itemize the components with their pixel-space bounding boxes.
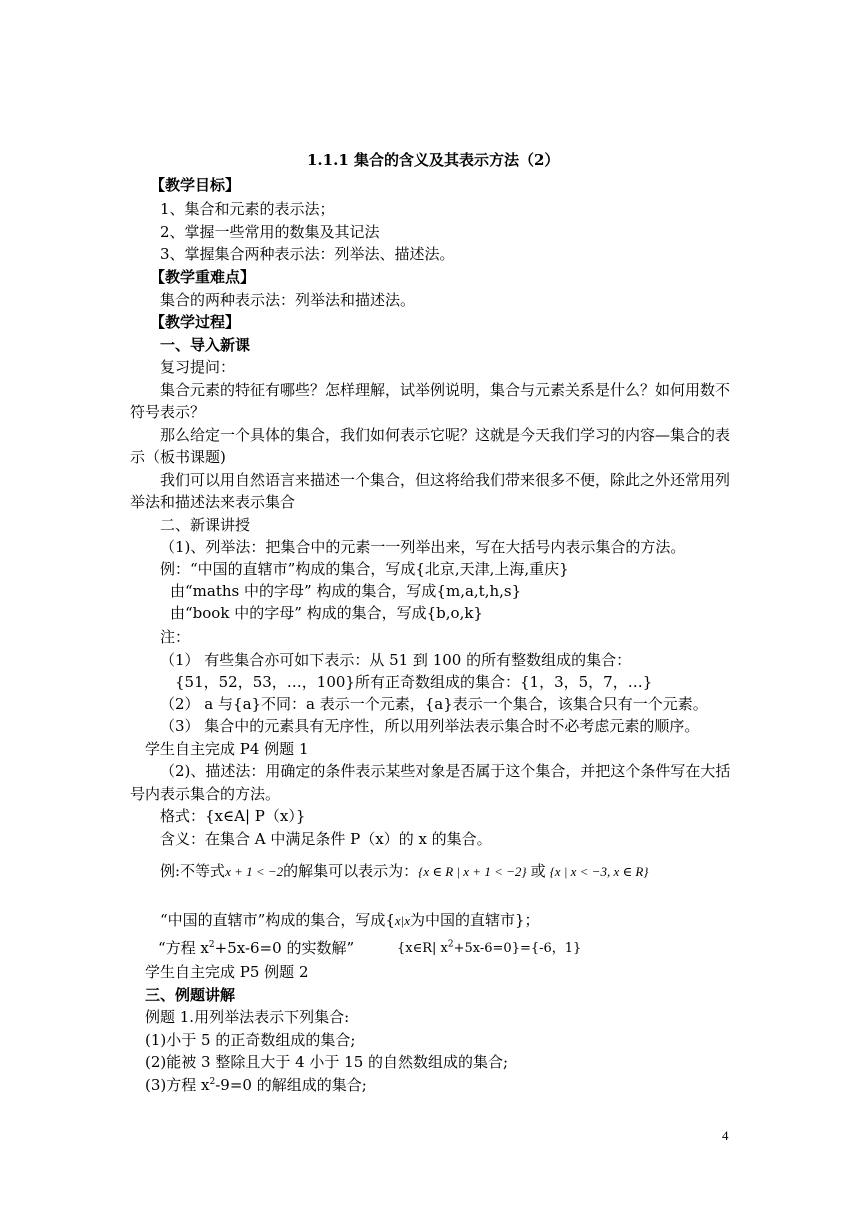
part2-heading: 二、新课讲授 [160, 516, 251, 534]
equation-line [158, 938, 354, 958]
superscript: 2 [208, 940, 215, 950]
inequality-middle: 的解集可以表示为： [283, 862, 419, 880]
example-line: 例：“中国的直辖市”构成的集合，写成{北京,天津,上海,重庆} [160, 560, 569, 578]
paragraph-line: 那么给定一个具体的集合，我们如何表示它呢？这就是今天我们学习的内容—集合的表 [160, 426, 731, 444]
question-item: (1)小于 5 的正奇数组成的集合; [145, 1031, 356, 1049]
superscript: 2 [447, 939, 454, 950]
key-heading: 【教学重难点】 [150, 268, 256, 286]
key-text: 集合的两种表示法：列举法和描述法。 [160, 291, 416, 309]
city-set-line [160, 910, 540, 931]
description-definition: 号内表示集合的方法。 [130, 785, 281, 803]
format-line: 格式：{x∈A| P（x）} [160, 807, 306, 825]
meaning-line: 含义：在集合 A 中满足条件 P（x）的 x 的集合。 [160, 830, 492, 848]
paragraph-line: 集合元素的特征有哪些？怎样理解，试举例说明，集合与元素关系是什么？如何用数不 [160, 381, 731, 399]
page-number: 4 [722, 1128, 729, 1143]
goals-heading: 【教学目标】 [150, 176, 241, 194]
question-item: (2)能被 3 整除且大于 4 小于 15 的自然数组成的集合; [145, 1053, 509, 1071]
goal-item: 1、集合和元素的表示法； [160, 200, 335, 218]
review-label: 复习提问： [160, 358, 236, 376]
equation-suffix: +5x-6=0 的实数解” [214, 939, 355, 957]
goal-item: 2、掌握一些常用的数集及其记法 [160, 223, 380, 241]
solution-set-formula: {x ∈ R | x + 1 < −2} [418, 864, 527, 879]
note-item: {51，52，53，…，100}所有正奇数组成的集合：{1，3，5，7，…} [175, 673, 653, 691]
goal-item: 3、掌握集合两种表示法：列举法、描述法。 [160, 245, 455, 263]
equation-set-prefix: {x∈R| x [397, 941, 448, 956]
equation-set [397, 939, 581, 959]
example-heading: 例题 1.用列举法表示下列集合: [145, 1008, 350, 1026]
example-line: 由“maths 中的字母” 构成的集合，写成{m,a,t,h,s} [170, 582, 522, 600]
part3-heading: 三、例题讲解 [145, 986, 236, 1004]
paragraph-line: 示（板书课题) [130, 448, 226, 466]
inequality-prefix: 例:不等式 [160, 862, 226, 880]
description-definition: （2)、描述法：用确定的条件表示某些对象是否属于这个集合，并把这个条件写在大括 [160, 762, 731, 780]
question-item [145, 1075, 367, 1095]
city-set-builder: x|x [394, 913, 411, 928]
process-heading: 【教学过程】 [150, 313, 241, 331]
paragraph-line: 我们可以用自然语言来描述一个集合，但这将给我们带来很多不便，除此之外还常用列 [160, 471, 731, 489]
equation-set-suffix: +5x-6=0}={-6，1} [453, 941, 582, 956]
superscript: 2 [209, 1077, 216, 1087]
self-study-line: 学生自主完成 P4 例题 1 [145, 740, 309, 758]
note-label: 注： [160, 628, 191, 646]
note-item: （2） a 与{a}不同：a 表示一个元素，{a}表示一个集合，该集合只有一个元素。 [160, 695, 708, 713]
inequality-example [160, 861, 648, 882]
question-prefix: (3)方程 x [145, 1076, 210, 1094]
question-suffix: -9=0 的解组成的集合; [215, 1076, 367, 1094]
inequality-formula: x + 1 < −2 [225, 864, 284, 879]
self-study-line: 学生自主完成 P5 例题 2 [145, 963, 309, 981]
city-suffix: 为中国的直辖市}； [410, 911, 540, 929]
paragraph-line: 符号表示？ [130, 403, 206, 421]
or-word: 或 [530, 862, 546, 880]
example-line: 由“book 中的字母” 构成的集合，写成{b,o,k} [170, 604, 483, 622]
note-item: （1） 有些集合亦可如下表示：从 51 到 100 的所有整数组成的集合： [160, 651, 632, 669]
paragraph-line: 举法和描述法来表示集合 [130, 493, 296, 511]
page-title: 1.1.1 集合的含义及其表示方法（2） [307, 151, 560, 169]
equation-prefix: “方程 x [158, 939, 209, 957]
enum-definition: （1)、列举法：把集合中的元素一一列举出来，写在大括号内表示集合的方法。 [160, 538, 686, 556]
city-prefix: “中国的直辖市”构成的集合，写成{ [160, 911, 395, 929]
part1-heading: 一、导入新课 [160, 336, 251, 354]
solution-set-alt-formula: {x | x < −3, x ∈ R} [549, 864, 649, 879]
note-item: （3） 集合中的元素具有无序性，所以用列举法表示集合时不必考虑元素的顺序。 [160, 717, 700, 735]
